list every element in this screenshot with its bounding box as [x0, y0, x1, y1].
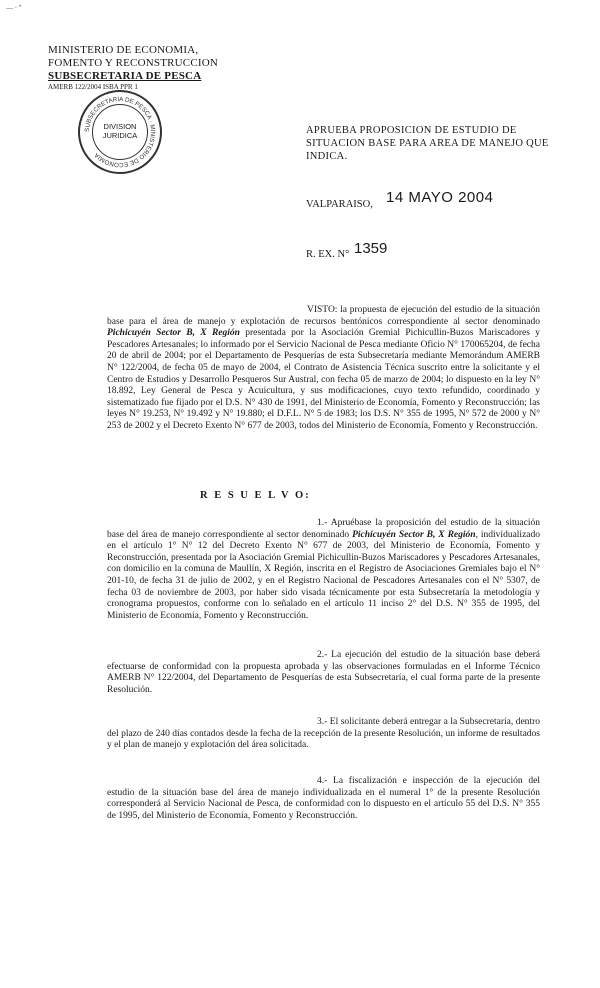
article-1: 1.- Apruébase la proposición del estudio de la situación base del área de manejo correspondiente al sector denominado Pichicuyén Sector B, X Región, individualizado en el artículo 1° N° 12 del Decreto Exento N° 677 de 2003, del Ministerio de Economía, Fomento y Reconstrucción, presentada por la Asociación Gremial Pichicullin-Buzos Mariscadores y Pescadores Artesanales, con domicilio en la comuna de Maullín, X Región, inscrita en el Registro de Asociaciones Gremiales bajo el N° 201-10, de fecha 31 de julio de 2002, y en el Registro Nacional de Pescadores Artesanales con el N° 5307, de fecha 03 de noviembre de 2003, por haber sido visada técnicamente por esta Subsecretaría la metodología y cronograma propuestos, conforme con lo señalado en el artículo 11 inciso 2° del D.S. N° 355 de 1995, del Ministerio de Economía, Fomento y Reconstrucción. — [107, 518, 540, 621]
stamp-line-1: DIVISION — [103, 122, 137, 131]
article-3: 3.- El solicitante deberá entregar a la Subsecretaría, dentro del plazo de 240 días contados desde la fecha de la recepción de la presente Resolución, un informe de resultados y el plan de manejo y explotación del área solicitada. — [107, 717, 540, 751]
ministry-line-1: MINISTERIO DE ECONOMIA, — [48, 44, 199, 56]
article-4: 4.- La fiscalización e inspección de la ejecución del estudio de la situación base del área de manejo individualizada en el numeral 1° de la presente Resolución corresponderá al Servicio Nacional de Pesca, de conformidad con lo dispuesto en el artículo 55 del D.S. N° 355 de 1995, del Ministerio de Economía, Fomento y Reconstrucción. — [107, 776, 540, 821]
sector-name: Pichicuyén Sector B, X Región — [352, 529, 476, 540]
top-mark: — · '' — [6, 4, 22, 12]
subsecretaria-line: SUBSECRETARIA DE PESCA — [48, 70, 202, 82]
stamp-ring-text: SUBSECRETARIA DE PESCA · MINISTERIO DE ECONOMIA — [83, 95, 157, 169]
ministry-line-2: FOMENTO Y RECONSTRUCCION — [48, 57, 219, 69]
sector-name: Pichicuyén Sector B, X Región — [107, 328, 240, 339]
resolution-number-label: R. EX. N° — [306, 249, 350, 260]
article-2: 2.- La ejecución del estudio de la situación base deberá efectuarse de conformidad con la propuesta aprobada y las observaciones formuladas en el Informe Técnico AMERB N° 122/2004, del Departamento de Pesquerías de esta Subsecretaría, el cual forma parte de la presente Resolución. — [107, 650, 540, 695]
resuelvo-heading: R E S U E L V O: — [200, 490, 311, 501]
letterhead — [48, 44, 218, 92]
resolution-number: 1359 — [354, 240, 388, 257]
stamp-label — [80, 122, 160, 140]
place-label: VALPARAISO, — [306, 199, 373, 210]
date-stamp: 14 MAYO 2004 — [386, 189, 494, 206]
division-juridica-stamp — [78, 90, 162, 174]
reference-code: AMERB 122/2004 ISBA PPR 1 — [48, 83, 138, 91]
visto-label: VISTO: — [307, 305, 338, 315]
resolution-title: APRUEBA PROPOSICION DE ESTUDIO DE SITUACION BASE PARA AREA DE MANEJO QUE INDICA. — [306, 125, 549, 162]
visto-paragraph: VISTO: la propuesta de ejecución del estudio de la situación base para el área de manejo y explotación de recursos bentónicos correspondiente al sector denominado Pichicuyén Sector B, X Región presentada por la Asociación Gremial Pichicullin-Buzos Mariscadores y Pescadores Artesanales; lo informado por el Servicio Nacional de Pesca mediante Oficio N° 170065204, de fecha 20 de abril de 2004; por el Departamento de Pesquerías de esta Subsecretaría mediante Memorándum AMERB N° 122/2004, de fecha 05 de mayo de 2004, el Contrato de Asistencia Técnica suscrito entre la solicitante y el Centro de Estudios y Desarrollo Pesqueros Sur Austral, con fecha 05 de marzo de 2004; lo dispuesto en la ley N° 18.892, Ley General de Pesca y Acuicultura, y sus modificaciones, cuyo texto refundido, coordinado y sistematizado fue fijado por el D.S. N° 430 de 1991, del Ministerio de Economía, Fomento y Reconstrucción; las leyes N° 19.253, N° 19.492 y N° 19.880; el D.F.L. N° 5 de 1983; los D.S. N° 355 de 1995, N° 572 de 2000 y N° 253 de 2002 y el Decreto Exento N° 677 de 2003, todos del Ministerio de Economía, Fomento y Reconstrucción. — [107, 305, 540, 431]
stamp-line-2: JURIDICA — [102, 131, 138, 140]
